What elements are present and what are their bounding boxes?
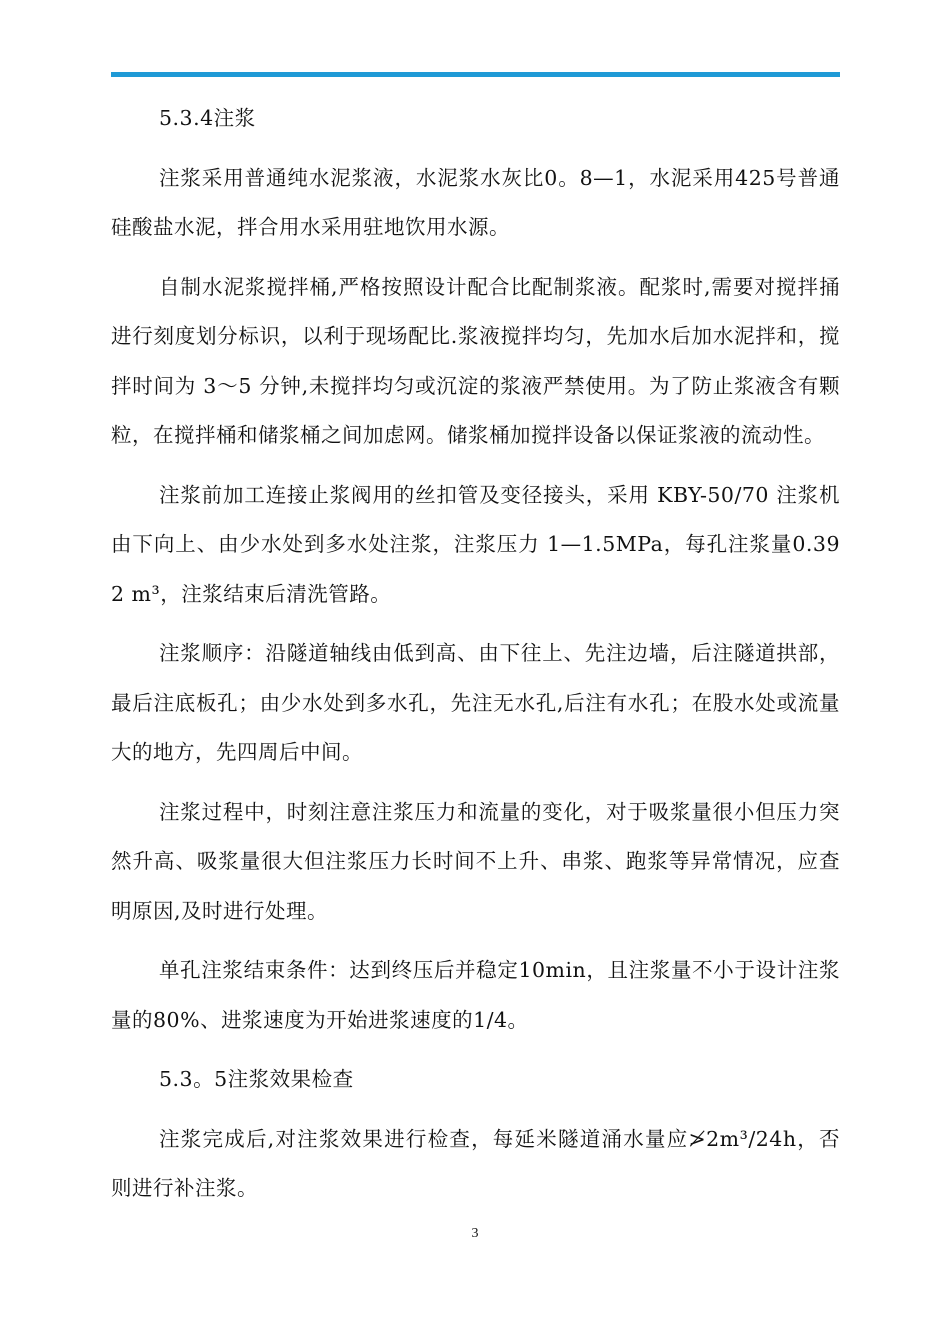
paragraph-grout-material: 注浆采用普通纯水泥浆液，水泥浆水灰比0。8—1，水泥采用425号普通硅酸盐水泥，拌合用水采用驻地饮用水源。 xyxy=(111,165,840,239)
paragraph-grouting-sequence: 注浆顺序：沿隧道轴线由低到高、由下往上、先注边墙，后注隧道拱部，最后注底板孔；由少水处到多水孔，先注无水孔,后注有水孔；在股水处或流量大的地方，先四周后中间。 xyxy=(111,641,840,764)
paragraph-monitoring: 注浆过程中，时刻注意注浆压力和流量的变化，对于吸浆量很小但压力突然升高、吸浆量很大但注浆压力长时间不上升、串浆、跑浆等异常情况，应查明原因,及时进行处理。 xyxy=(111,799,840,923)
paragraph-effect-check: 注浆完成后,对注浆效果进行检查，每延米隧道涌水量应≯2m³/24h，否则进行补注浆。 xyxy=(111,1126,840,1200)
paragraph-mixing: 自制水泥浆搅拌桶,严格按照设计配合比配制浆液。配浆时,需要对搅拌捅进行刻度划分标识，以利于现场配比.浆液搅拌均匀，先加水后加水泥拌和，搅拌时间为 3～5 分钟,未搅拌均匀或沉淀的浆液严禁使用。为了防止浆液含有颗粒，在搅拌桶和储浆桶之间加虑网。储浆桶加搅拌设备以保证浆液的流动性。 xyxy=(111,274,840,447)
document-body xyxy=(111,94,840,1224)
section-heading-5-3-5: 5.3。5注浆效果检查 xyxy=(159,1067,354,1091)
paragraph-end-condition: 单孔注浆结束条件：达到终压后并稳定10min，且注浆量不小于设计注浆量的80%、进浆速度为开始进浆速度的1/4。 xyxy=(111,958,840,1032)
paragraph-grouting-process: 注浆前加工连接止浆阀用的丝扣管及变径接头，采用 KBY-50/70 注浆机由下向上、由少水处到多水处注浆，注浆压力 1—1.5MPa，每孔注浆量0.392 m³，注浆结束后清洗管路。 xyxy=(111,482,840,606)
page-number: 3 xyxy=(471,1226,479,1241)
section-heading-5-3-4: 5.3.4注浆 xyxy=(159,106,256,130)
header-rule xyxy=(111,72,840,77)
